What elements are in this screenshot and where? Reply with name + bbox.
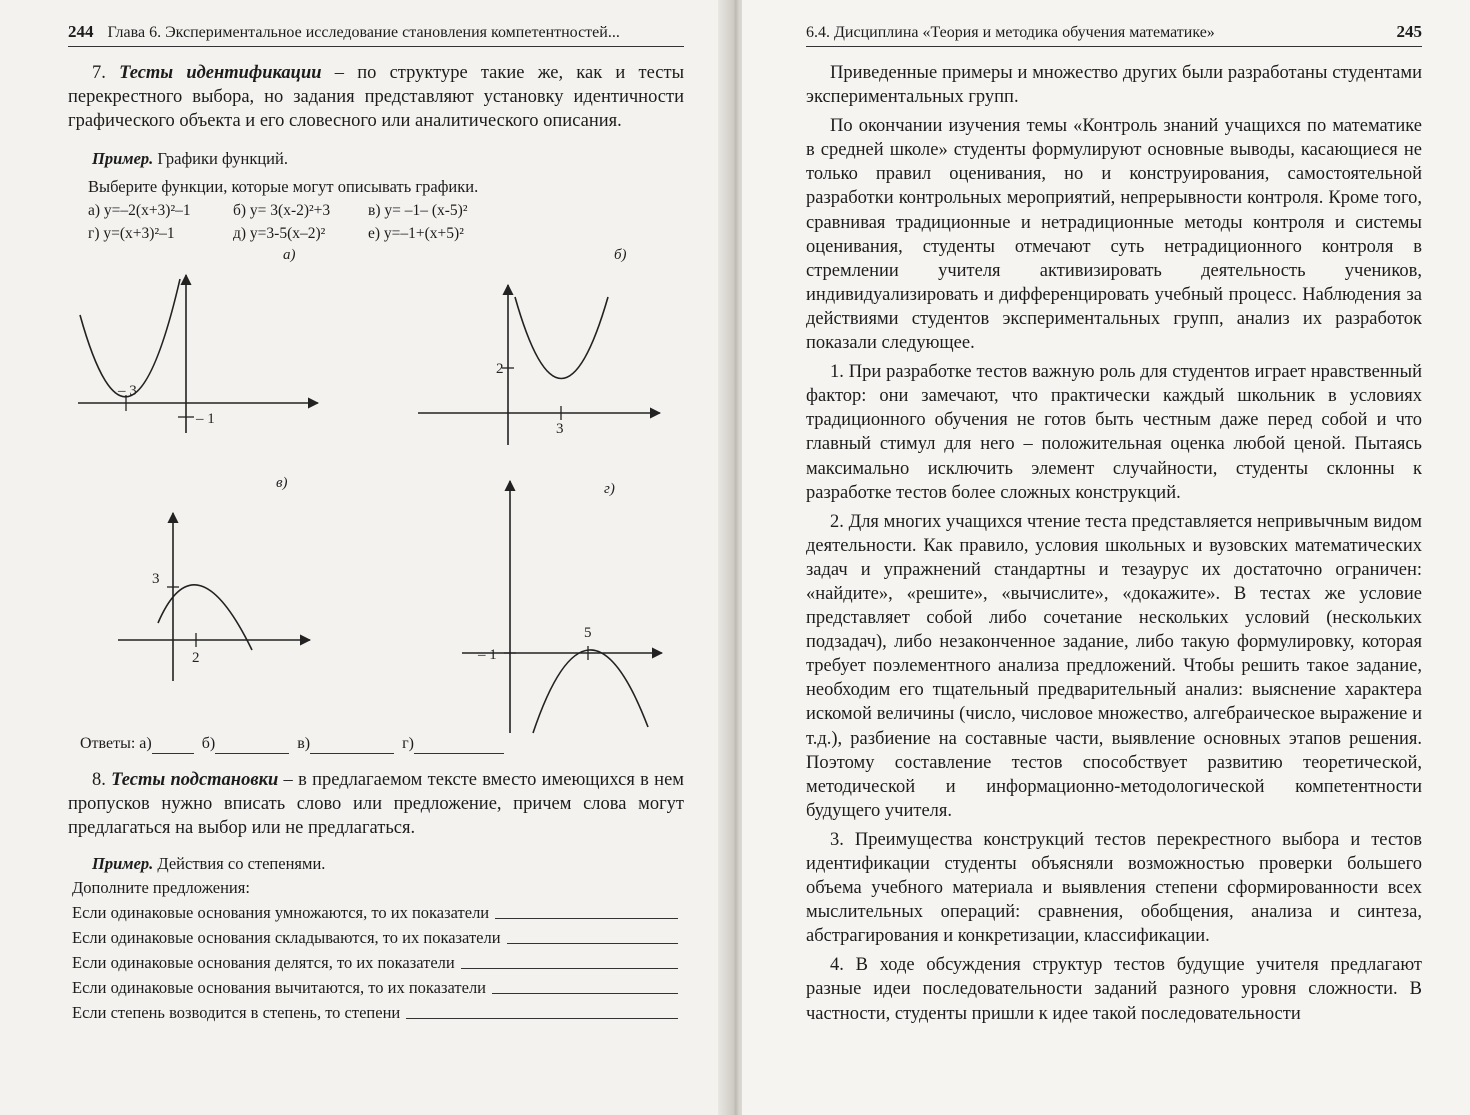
answer-g-label: г) [402,735,414,752]
example-2-task: Дополните предложения: [72,878,250,897]
answers-label: Ответы: [80,735,136,752]
right-page-header [806,22,1422,47]
paragraph-4: 2. Для многих учащихся чтение теста представляется непривычным видом деятельности. Как правило, условия школьных и вузовских математических задач и упражнений стандартны и тезаурус их достаточно ограничен: «найдите», «решите», «вычислите», «докажите». В тестах же условие представляет собой либо сочетание нескольких условий (нескольких подзадач), либо незаконченное задание, либо такую формулировку, которая требует поэлементного анализа предложений. Чтобы решить такое задание, необходим его тщательный предварительный анализ: выяснение характера искомой величины (число, числовое множество, алгебраическое выражение и т.д.), разбиение на составные части, выявление основных этапов решения. Поэтому составление тестов способствует развитию теоретической, методической и информационно-методологической компетентности будущего учителя. [806,511,1422,821]
option-d: д) y=3-5(x–2)² [233,225,326,242]
running-title: 6.4. Дисциплина «Теория и методика обучения математике» [806,24,1215,41]
paragraph-3: 1. При разработке тестов важную роль для студентов играет нравственный фактор: они замечают, что практически каждый школьник в условиях традиционного обучения не готов быть честным даже перед собой и что главный стимул для него – положительная оценка любой ценой. Пытаясь максимально исключить элемент случайности, студенты склонны к разработке тестов более сложных конструкций. [806,362,1422,503]
answer-a-blank[interactable] [152,735,194,754]
option-e: е) y=–1+(x+5)² [368,225,464,242]
fill-line-2-text: Если одинаковые основания складываются, то их показатели [72,928,501,947]
graph-v-label: в) [276,475,288,491]
fill-line-5-text: Если степень возводится в степень, то степени [72,1003,401,1022]
example-2-title: Действия со степенями. [153,854,326,873]
answer-a-label: а) [139,735,152,752]
item-7-number: 7. [92,63,106,83]
example-2-heading [68,852,684,876]
function-options [88,199,684,245]
paragraph-2: По окончании изучения темы «Контроль знаний учащихся по математике в средней школе» студенты формулируют основные выводы, касающиеся не только правил оценивания, но и конструирования, самостоятельной разработки контрольных мероприятий, непрерывности контроля. Кроме того, сравнивая традиционные и нетрадиционные методы контроля и системы оценивания, студенты отмечают суть нетрадиционного контроля в стремлении учителя активизировать деятельность учеников, индивидуализировать и дифференцировать учебный процесс. Наблюдения за действиями студентов экспериментальных групп, анализ их разработок показали следующее. [806,116,1422,354]
graphs-figure [58,245,698,735]
graph-g [462,481,662,733]
right-page [742,0,1470,1115]
graph-b-label: б) [614,247,627,263]
graph-a-label: а) [283,247,296,263]
answer-b-label: б) [201,735,216,752]
graph-b [418,247,660,445]
fill-line-5-blank[interactable] [406,1000,678,1019]
graph-b-y-tick: 2 [496,361,504,377]
item-8-paragraph [68,768,684,840]
graph-b-x-tick: 3 [556,421,564,437]
page-number: 245 [1396,22,1422,41]
item-8-number: 8. [92,770,106,790]
item-8-text: – в предлагаемом тексте вместо имеющихся в нем пропусков нужно вписать слово или предложение, причем слова могут предлагаться на выбор или не предлагаться. [68,770,684,838]
example-1-heading [68,147,684,171]
graph-v [118,475,310,681]
fill-line-2 [72,925,684,950]
example-1-task: Выберите функции, которые могут описывать графики. [88,177,479,196]
fill-line-3-blank[interactable] [461,950,678,969]
item-7-term: Тесты идентификации [119,63,322,83]
fill-line-1-text: Если одинаковые основания умножаются, то их показатели [72,903,490,922]
running-title: Глава 6. Экспериментальное исследование становления компетентностей... [107,24,620,41]
option-a: а) y=–2(x+3)²–1 [88,202,191,219]
graph-g-y-tick: 5 [584,625,592,641]
option-g: г) y=(x+3)²–1 [88,225,175,242]
left-page-header [68,22,684,47]
fill-line-5 [72,1000,684,1025]
right-page-body [806,61,1422,1026]
paragraph-1: Приведенные примеры и множество других были разработаны студентами экспериментальных групп. [806,63,1422,108]
graph-a-curve [80,279,180,397]
item-8-term: Тесты подстановки [111,770,279,790]
graph-v-y-tick: 3 [152,571,160,587]
function-graphs [58,245,698,735]
option-v: в) y= –1– (x-5)² [368,202,468,219]
fill-line-4 [72,975,684,1000]
graph-a-x-tick: – 3 [118,383,137,399]
answer-v-label: в) [297,735,311,752]
fill-line-3-text: Если одинаковые основания делятся, то их показатели [72,953,455,972]
left-page [0,0,728,1115]
example-1-label: Пример. [92,149,154,168]
example-1-title: Графики функций. [153,149,288,168]
answer-b-blank[interactable] [215,735,289,754]
fill-line-1-blank[interactable] [495,900,678,919]
graph-g-x-tick: – 1 [478,647,497,663]
answer-v-blank[interactable] [310,735,394,754]
fill-line-4-text: Если одинаковые основания вычитаются, то их показатели [72,978,487,997]
graph-a-y-tick: – 1 [196,411,215,427]
graph-g-label: г) [604,481,615,497]
example-2-label: Пример. [92,854,154,873]
paragraph-5: 3. Преимущества конструкций тестов перекрестного выбора и тестов идентификации студенты объясняли возможностью проверки большего объема учебного материала и выявления степени сформированности всех мыслительных операций: сравнения, обобщения, анализа и синтеза, абстрагирования и конкретизации, классификации. [806,829,1422,947]
graph-g-curve [533,650,648,733]
fill-line-4-blank[interactable] [492,975,678,994]
fill-line-3 [72,950,684,975]
item-7-text: – по структуре такие же, как и тесты перекрестного выбора, но задания представляют установку идентичности графического объекта и его словесного или аналитического описания. [68,63,685,131]
graph-b-curve [515,297,608,379]
fill-line-1 [72,900,684,925]
answer-g-blank[interactable] [414,735,504,754]
paragraph-6: 4. В ходе обсуждения структур тестов будущие учителя предлагают разные идеи последовательности заданий разного уровня сложности. В частности, студенты пришли к идее такой последовательности [806,955,1422,1024]
answers-line [80,735,684,754]
graph-v-x-tick: 2 [192,650,200,666]
item-7-paragraph [68,61,684,133]
page-number: 244 [68,22,94,41]
fill-line-2-blank[interactable] [507,925,678,944]
option-b: б) y= 3(x-2)²+3 [233,202,331,219]
graph-a [78,247,318,433]
